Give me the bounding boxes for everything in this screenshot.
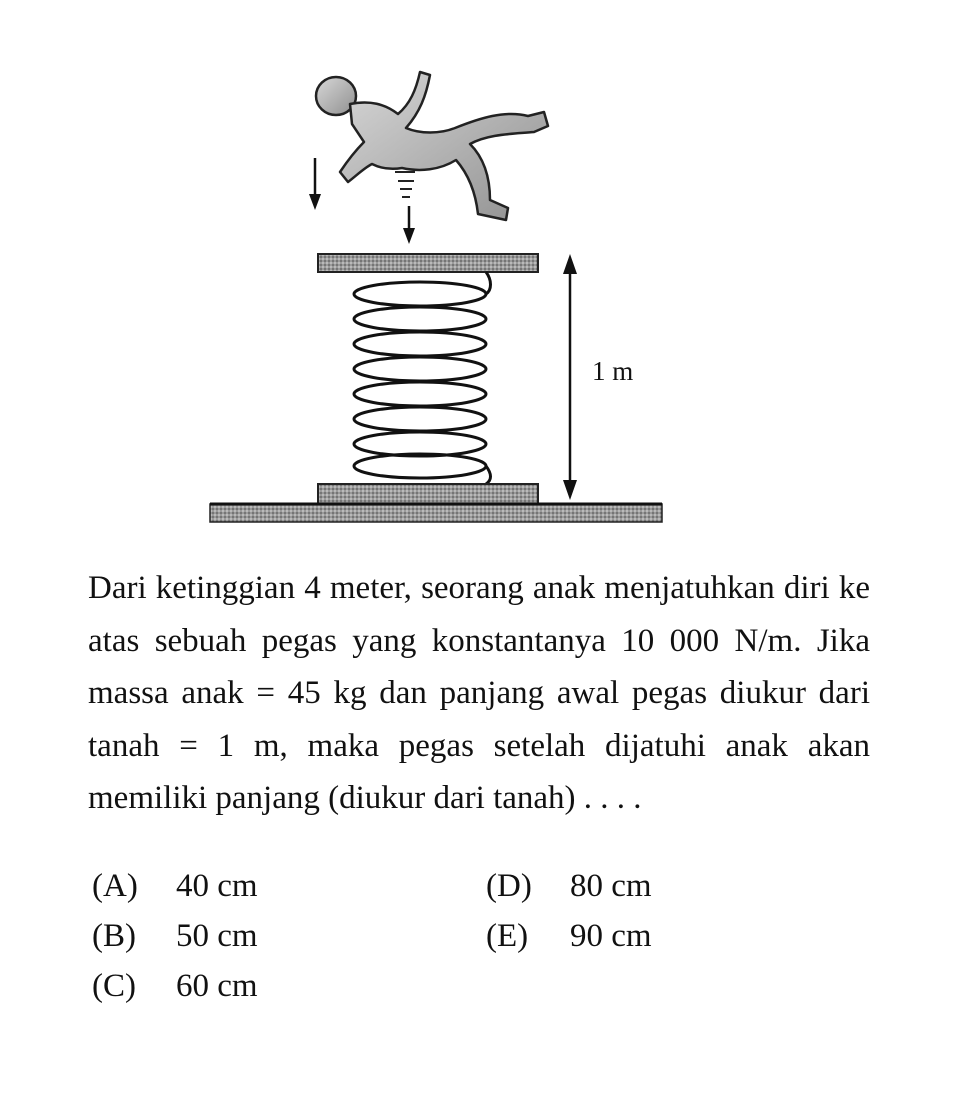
- option-b: [92, 918, 258, 955]
- fall-arrow-left: [309, 158, 321, 210]
- option-e: [486, 918, 652, 955]
- option-c-label: (C): [92, 968, 136, 1004]
- option-c-value: 60 cm: [176, 968, 258, 1004]
- option-a-label: (A): [92, 868, 138, 904]
- child-figure: [316, 72, 548, 220]
- option-e-value: 90 cm: [570, 918, 652, 954]
- option-d: [486, 868, 652, 905]
- option-d-label: (D): [486, 868, 532, 904]
- problem-statement: Dari ketinggian 4 meter, seorang anak menjatuhkan diri ke atas sebuah pegas yang konstantanya 10 000 N/m. Jika massa anak = 45 kg dan panjang awal pegas diukur dari tanah = 1 m, maka pegas setelah dijatuhi anak akan memiliki panjang (diukur dari tanah) . . . .: [88, 570, 870, 816]
- bottom-plate: [318, 484, 538, 504]
- motion-lines: [395, 172, 415, 197]
- height-dimension-arrow: [563, 254, 577, 500]
- ground: [210, 504, 662, 522]
- option-b-value: 50 cm: [176, 918, 258, 954]
- top-plate: [318, 254, 538, 272]
- spring-coil: [354, 272, 491, 484]
- option-c: [92, 968, 258, 1005]
- option-e-label: (E): [486, 918, 529, 954]
- option-a-value: 40 cm: [176, 868, 258, 904]
- fall-arrow-right: [403, 206, 415, 244]
- option-b-label: (B): [92, 918, 136, 954]
- height-label: 1 m: [592, 356, 634, 386]
- option-a: [92, 868, 258, 905]
- option-d-value: 80 cm: [570, 868, 652, 904]
